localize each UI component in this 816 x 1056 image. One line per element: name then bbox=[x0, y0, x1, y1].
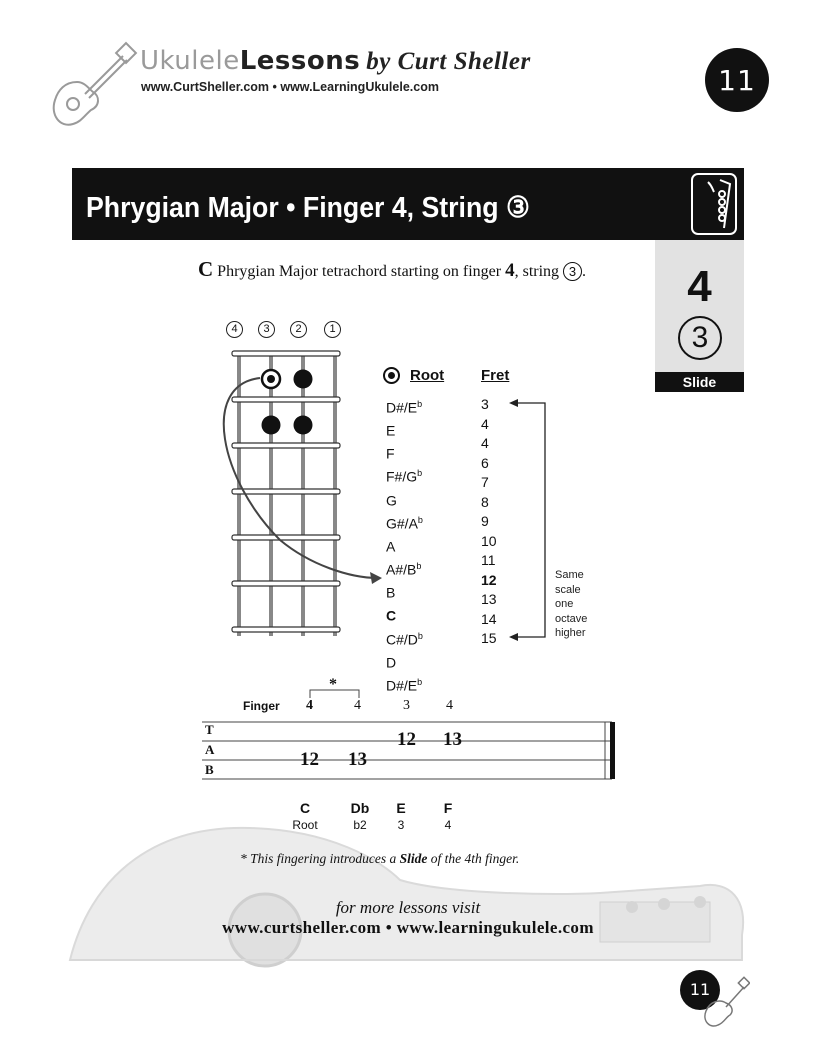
string-number-3: 3 bbox=[258, 321, 275, 338]
root-header: Root bbox=[410, 367, 445, 384]
root-cell: $G\#/A^b$ bbox=[386, 514, 423, 532]
tab-fret-number: 13 bbox=[348, 749, 367, 770]
tab-finger: 4 bbox=[446, 698, 453, 713]
intro-text-b: , string bbox=[514, 263, 564, 280]
root-cell: A bbox=[386, 538, 396, 555]
tab-letter-t: T bbox=[205, 722, 214, 737]
header-urls: www.CurtSheller.com • www.LearningUkulele.com bbox=[141, 80, 439, 94]
tab-letter-a: A bbox=[205, 742, 215, 757]
tab-finger: 4 bbox=[306, 698, 313, 713]
root-cell: G bbox=[386, 492, 397, 509]
note-name: C bbox=[299, 800, 311, 816]
note-name: Db bbox=[350, 800, 370, 816]
ukulele-logo-icon bbox=[45, 40, 140, 130]
root-cell: F bbox=[386, 445, 395, 462]
fret-header: Fret bbox=[481, 367, 510, 384]
ukulele-footer-icon bbox=[700, 975, 750, 1030]
tab-staff bbox=[200, 718, 620, 784]
root-cell: B bbox=[386, 584, 396, 601]
intro-finger: 4 bbox=[505, 260, 515, 281]
fret-cell: 13 bbox=[481, 591, 497, 607]
page-number-badge: 11 bbox=[705, 48, 769, 112]
side-tab-finger: 4 bbox=[687, 262, 712, 311]
footer-page-badge: 11 bbox=[680, 970, 720, 1010]
brand-lessons: Lessons bbox=[239, 46, 361, 76]
root-cell: D bbox=[386, 654, 397, 671]
note-name: F bbox=[443, 800, 453, 816]
brand-author: by Curt Sheller bbox=[366, 48, 531, 75]
fret-cell: 14 bbox=[481, 610, 497, 627]
intro-sentence bbox=[198, 257, 586, 282]
more-lessons-text: for more lessons visit bbox=[335, 898, 481, 917]
fret-cell: 15 bbox=[481, 630, 497, 646]
footer-urls[interactable]: www.curtsheller.com • www.learningukulele.com bbox=[222, 918, 594, 937]
fret-cell: 4 bbox=[481, 415, 489, 432]
root-cell: $D\#/E^b$ bbox=[386, 676, 423, 694]
intro-string: 3 bbox=[563, 262, 582, 281]
octave-note: Same scale one octave higher bbox=[555, 569, 588, 639]
tab-fret-number: 12 bbox=[397, 729, 416, 750]
tab-fret-number: 12 bbox=[300, 749, 319, 770]
slide-asterisk: * bbox=[329, 676, 337, 693]
fret-cell-highlight: 12 bbox=[481, 571, 497, 588]
root-column bbox=[386, 395, 423, 696]
fret-cell: 10 bbox=[481, 532, 497, 549]
root-cell: E bbox=[386, 422, 396, 439]
fret-cell: 8 bbox=[481, 493, 489, 510]
note-degree: 4 bbox=[444, 818, 452, 832]
side-tab-slide-label: Slide bbox=[655, 372, 744, 392]
string-number-1: 1 bbox=[324, 321, 341, 338]
note-degree: 3 bbox=[397, 818, 405, 832]
slide-arrow bbox=[200, 360, 400, 600]
brand-logo bbox=[140, 46, 531, 76]
side-tab-string: 3 bbox=[678, 316, 722, 360]
root-cell: $C\#/D^b$ bbox=[386, 630, 423, 648]
root-cell: $D\#/E^b$ bbox=[386, 399, 423, 416]
finger-label: Finger bbox=[243, 699, 280, 713]
string-number-2: 2 bbox=[290, 321, 307, 338]
fret-cell: 7 bbox=[481, 474, 489, 490]
intro-text-c: . bbox=[582, 263, 587, 280]
root-cell: $A\#/B^b$ bbox=[386, 561, 422, 578]
intro-key: C bbox=[198, 257, 214, 281]
page-title: Phrygian Major • Finger 4, String ③ bbox=[86, 192, 530, 224]
tab-finger: 4 bbox=[354, 698, 361, 713]
root-cell-highlight: C bbox=[386, 608, 397, 625]
tab-finger: 3 bbox=[403, 698, 410, 713]
fret-cell: 3 bbox=[481, 396, 489, 412]
note-name: E bbox=[396, 800, 406, 816]
fret-cell: 11 bbox=[481, 552, 496, 568]
tab-fret-number: 13 bbox=[443, 729, 462, 750]
fret-cell: 6 bbox=[481, 454, 489, 471]
fret-cell: 9 bbox=[481, 513, 489, 529]
root-icon bbox=[383, 367, 400, 384]
intro-text-a: Phrygian Major tetrachord starting on finger bbox=[213, 263, 506, 280]
root-cell: $F\#/G^b$ bbox=[386, 468, 423, 486]
note-degree: Root bbox=[292, 818, 318, 832]
footnote: * This fingering introduces a Slide of the 4th finger. bbox=[240, 851, 520, 866]
octave-bracket bbox=[505, 395, 550, 645]
tab-letter-b: B bbox=[205, 762, 214, 777]
slide-finger-icon bbox=[690, 172, 738, 236]
brand-ukulele: Ukulele bbox=[140, 46, 240, 76]
string-number-4: 4 bbox=[226, 321, 243, 338]
note-degree: b2 bbox=[353, 818, 367, 832]
fret-column bbox=[481, 395, 497, 649]
fret-cell: 4 bbox=[481, 435, 489, 451]
